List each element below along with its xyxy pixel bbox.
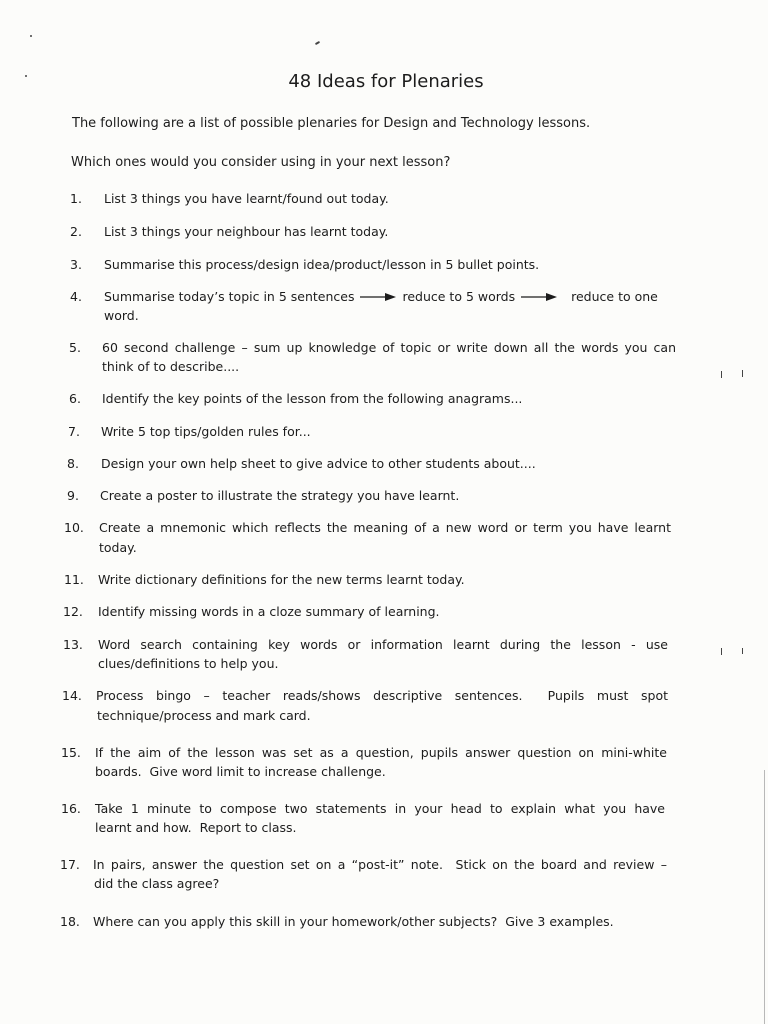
item-number: 14. — [62, 688, 82, 703]
item-text: Write dictionary definitions for the new terms learnt today. — [98, 572, 465, 587]
item-number: 5. — [69, 340, 81, 355]
item-number: 1. — [70, 191, 82, 206]
item-number: 11. — [64, 572, 84, 587]
item-number: 8. — [67, 456, 79, 471]
item-text: think of to describe.... — [102, 359, 240, 374]
scan-edge-line — [764, 770, 765, 1024]
item-number: 16. — [61, 801, 81, 816]
item-number: 4. — [70, 289, 82, 304]
item-text-segment: reduce to one — [571, 289, 658, 304]
item-text-segment: Summarise today’s topic in 5 sentences — [104, 289, 355, 304]
item-text: If the aim of the lesson was set as a question, pupils answer question on mini-white — [95, 745, 667, 760]
item-text-segment: reduce to 5 words — [402, 289, 516, 304]
item-number: 15. — [61, 745, 81, 760]
right-arrow-icon — [521, 292, 557, 302]
item-text: word. — [104, 308, 139, 323]
item-number: 9. — [67, 488, 79, 503]
question-text: Which ones would you consider using in your next lesson? — [71, 155, 451, 170]
item-text: Write 5 top tips/golden rules for... — [101, 424, 311, 439]
scan-speck — [30, 35, 32, 37]
item-text: Design your own help sheet to give advice to other students about.... — [101, 456, 536, 471]
item-number: 12. — [63, 604, 83, 619]
item-text: In pairs, answer the question set on a “post-it” note. Stick on the board and review – — [93, 857, 667, 872]
item-text: Where can you apply this skill in your homework/other subjects? Give 3 examples. — [93, 914, 614, 929]
item-number: 3. — [70, 257, 82, 272]
item-text: did the class agree? — [94, 876, 220, 891]
item-text: Create a mnemonic which reflects the meaning of a new word or term you have learnt — [99, 520, 671, 535]
scan-speck — [721, 371, 722, 378]
item-number: 18. — [60, 914, 80, 929]
item-text: Create a poster to illustrate the strategy you have learnt. — [100, 488, 460, 503]
item-text: List 3 things you have learnt/found out today. — [104, 191, 389, 206]
item-number: 17. — [60, 857, 80, 872]
scan-speck — [315, 41, 320, 45]
scan-speck — [721, 648, 722, 655]
item-text: clues/definitions to help you. — [98, 656, 279, 671]
item-text: List 3 things your neighbour has learnt today. — [104, 224, 389, 239]
item-number: 2. — [70, 224, 82, 239]
item-text: 60 second challenge – sum up knowledge of topic or write down all the words you can — [102, 340, 676, 355]
item-number: 13. — [63, 637, 83, 652]
item-text: Word search containing key words or information learnt during the lesson - use — [98, 637, 668, 652]
item-number: 10. — [64, 520, 84, 535]
intro-text: The following are a list of possible plenaries for Design and Technology lessons. — [72, 116, 591, 131]
item-text: Identify missing words in a cloze summary of learning. — [98, 604, 440, 619]
item-number: 7. — [68, 424, 80, 439]
item-text: technique/process and mark card. — [97, 708, 311, 723]
item-text: Summarise this process/design idea/product/lesson in 5 bullet points. — [104, 257, 540, 272]
item-text: Identify the key points of the lesson from the following anagrams... — [102, 391, 523, 406]
item-number: 6. — [69, 391, 81, 406]
scan-speck — [742, 648, 743, 654]
right-arrow-icon — [360, 292, 396, 302]
item-text: today. — [99, 540, 137, 555]
item-text: Take 1 minute to compose two statements in your head to explain what you have — [95, 801, 665, 816]
scan-speck — [742, 370, 743, 377]
item-text: boards. Give word limit to increase challenge. — [95, 764, 386, 779]
item-text: learnt and how. Report to class. — [95, 820, 297, 835]
item-text-with-arrows — [104, 289, 658, 305]
item-text: Process bingo – teacher reads/shows descriptive sentences. Pupils must spot — [96, 688, 668, 703]
page-title: 48 Ideas for Plenaries — [288, 71, 484, 92]
